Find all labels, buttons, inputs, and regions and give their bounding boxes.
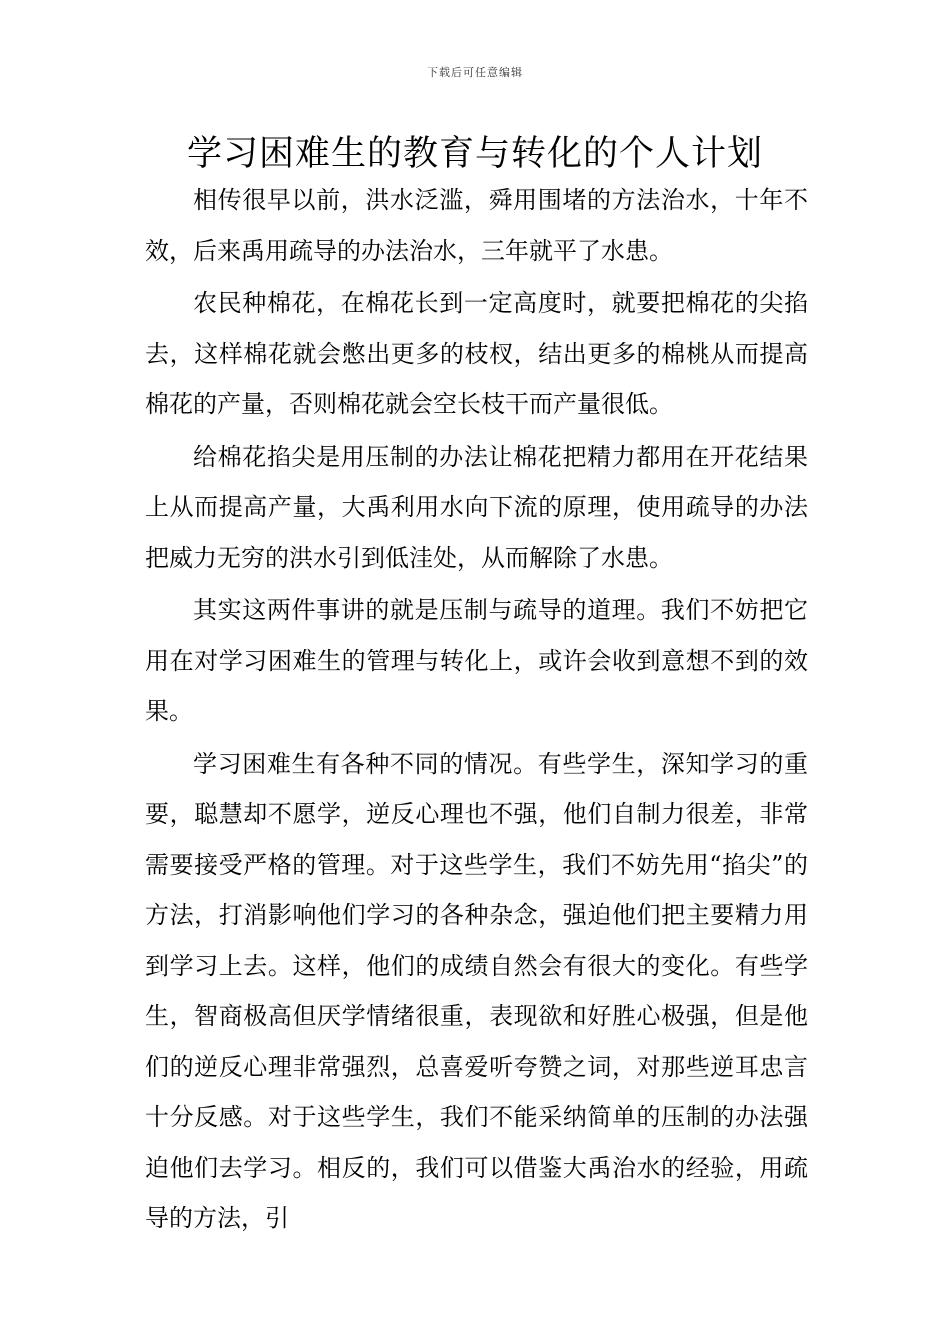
paragraph-4: 其实这两件事讲的就是压制与疏导的道理。我们不妨把它用在对学习困难生的管理与转化上，或许会收到意想不到的效果。 (145, 596, 808, 725)
header-note: 下载后可任意编辑 (427, 66, 523, 79)
paragraph-2: 农民种棉花，在棉花长到一定高度时，就要把棉花的尖掐去，这样棉花就会憋出更多的枝杈，结出更多的棉桃从而提高棉花的产量，否则棉花就会空长枝干而产量很低。 (145, 289, 808, 418)
document-title: 学习困难生的教育与转化的个人计划 (186, 134, 763, 174)
paragraph-1: 相传很早以前，洪水泛滥，舜用围堵的方法治水，十年不效，后来禹用疏导的办法治水，三年就平了水患。 (145, 186, 808, 265)
paragraph-3: 给棉花掐尖是用压制的办法让棉花把精力都用在开花结果上从而提高产量，大禹利用水向下流的原理，使用疏导的办法把威力无穷的洪水引到低洼处，从而解除了水患。 (145, 442, 808, 572)
paragraph-5: 学习困难生有各种不同的情况。有些学生，深知学习的重要，聪慧却不愿学，逆反心理也不强，他们自制力很差，非常需要接受严格的管理。对于这些学生，我们不妨先用“掐尖”的方法，打消影响他们学习的各种杂念，强迫他们把主要精力用到学习上去。这样，他们的成绩自然会有很大的变化。有些学生，智商极高但厌学情绪很重，表现欲和好胜心极强，但是他们的逆反心理非常强烈，总喜爱听夸赞之词，对那些逆耳忠言十分反感。对于这些学生，我们不能采纳简单的压制的办法强迫他们去学习。相反的，我们可以借鉴大禹治水的经验，用疏导的方法，引 (145, 749, 808, 1232)
document-body (145, 175, 808, 1246)
